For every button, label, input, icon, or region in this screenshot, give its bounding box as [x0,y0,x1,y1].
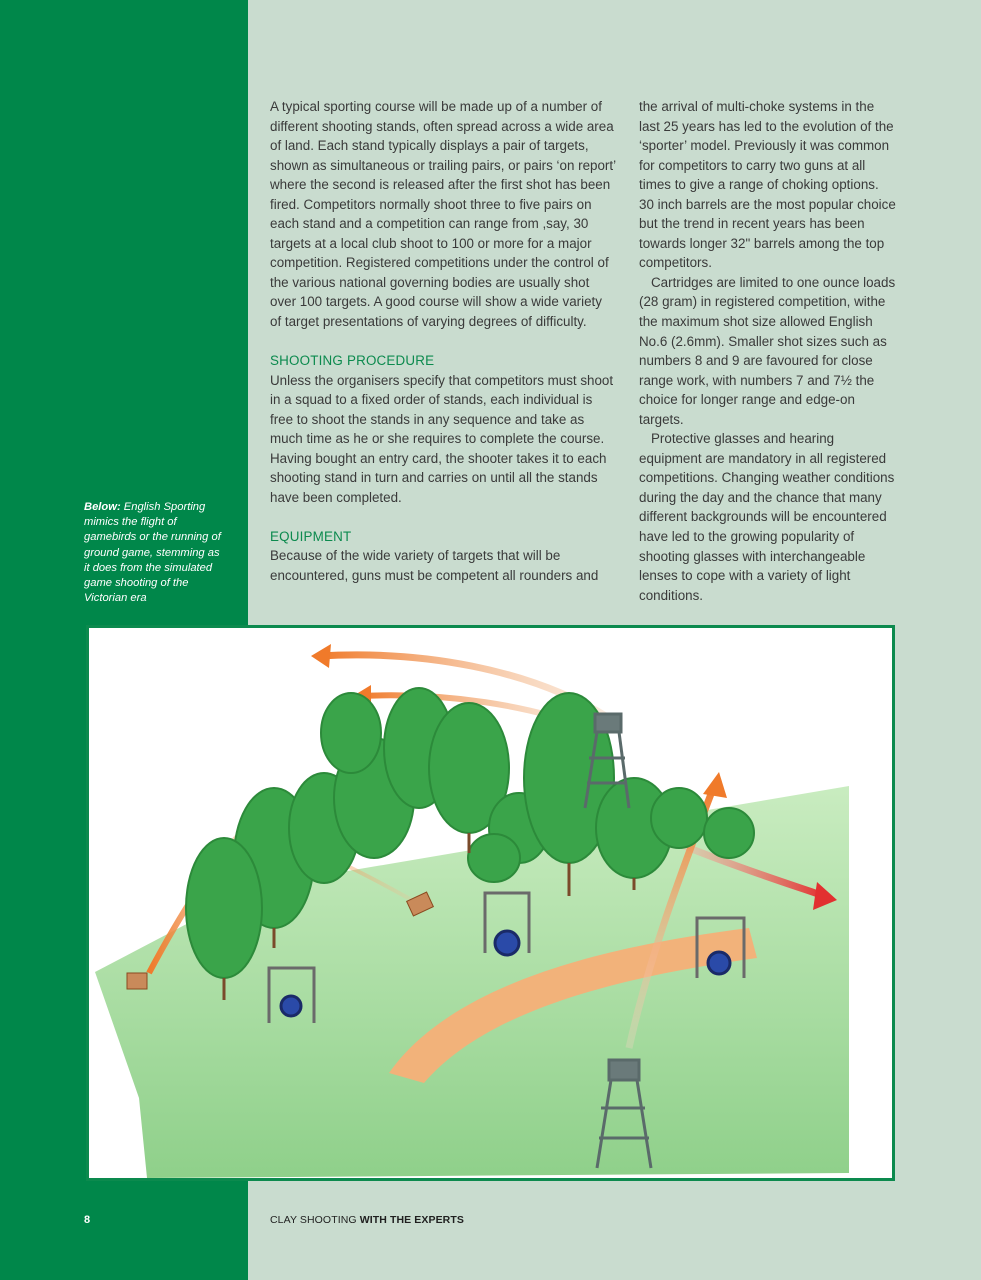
text-column-left [270,97,616,586]
cartridges-paragraph: Cartridges are limited to one ounce loads (28 gram) in registered competition, withe the maximum shot size allowed English No.6 (2.6mm). Smaller shot sizes such as numbers 8 and 9 are favoured for close range work, with numbers 7 and 7½ the choice for longer range and edge-on targets. [639,274,896,427]
running-footer [270,1214,464,1226]
guns-paragraph: the arrival of multi-choke systems in the last 25 years has led to the evolution of the ‘sporter’ model. Previously it was common for competitors to carry two guns at all times to give a range of choking options. 30 inch barrels are the most popular choice but the trend in recent years has been towards longer 32" barrels among the top competitors. [639,99,896,271]
caption-text: English Sporting mimics the flight of gamebirds or the running of ground game, stemming as it does from the simulated game shooting of the Victorian era [84,501,221,605]
flight-arrow-up-head [703,772,727,798]
course-drawing [89,628,892,1178]
clay-target-left [127,973,147,989]
text-column-right [639,97,897,605]
illustration-caption [84,500,224,606]
caption-lead: Below: [84,501,121,513]
intro-paragraph: A typical sporting course will be made up of a number of different shooting stands, often spread across a wide area of land. Each stand typically displays a pair of targets, shown as simultaneous or trailing pairs, or pairs ‘on report’ where the second is released after the first shot has been fired. Competitors normally shoot three to five pairs on each stand and a competition can range from ,say, 30 targets at a local club shoot to 100 or more for a major competition. Registered competitions under the control of the various national governing bodies are usually shot over 100 targets. A good course will show a wide variety of target presentations of varying degrees of difficulty. [270,99,616,330]
sporting-course-illustration [86,625,895,1181]
footer-title-bold: WITH THE EXPERTS [359,1214,464,1226]
procedure-paragraph: Unless the organisers specify that competitors must shoot in a squad to a fixed order of stands, each individual is free to shoot the stands in any sequence and take as much time as he or she requires to complete the course. Having bought an entry card, the shooter takes it to each shooting stand in turn and carries on until all the stands have been completed. [270,372,614,505]
footer-title-plain: CLAY SHOOTING [270,1214,360,1226]
protective-glasses-paragraph: Protective glasses and hearing equipment are mandatory in all registered competitions. Changing weather conditions during the day and the chance that many different backgrounds will be encountered have led to the growing popularity of shooting glasses with interchangeable lenses to cope with a variety of light conditions. [639,431,895,603]
flight-arrow-top-head [311,644,331,668]
page-number: 8 [84,1214,91,1226]
heading-shooting-procedure: SHOOTING PROCEDURE [270,353,435,369]
equipment-paragraph: Because of the wide variety of targets that will be encountered, guns must be competent all rounders and [270,548,599,584]
heading-equipment: EQUIPMENT [270,528,352,544]
